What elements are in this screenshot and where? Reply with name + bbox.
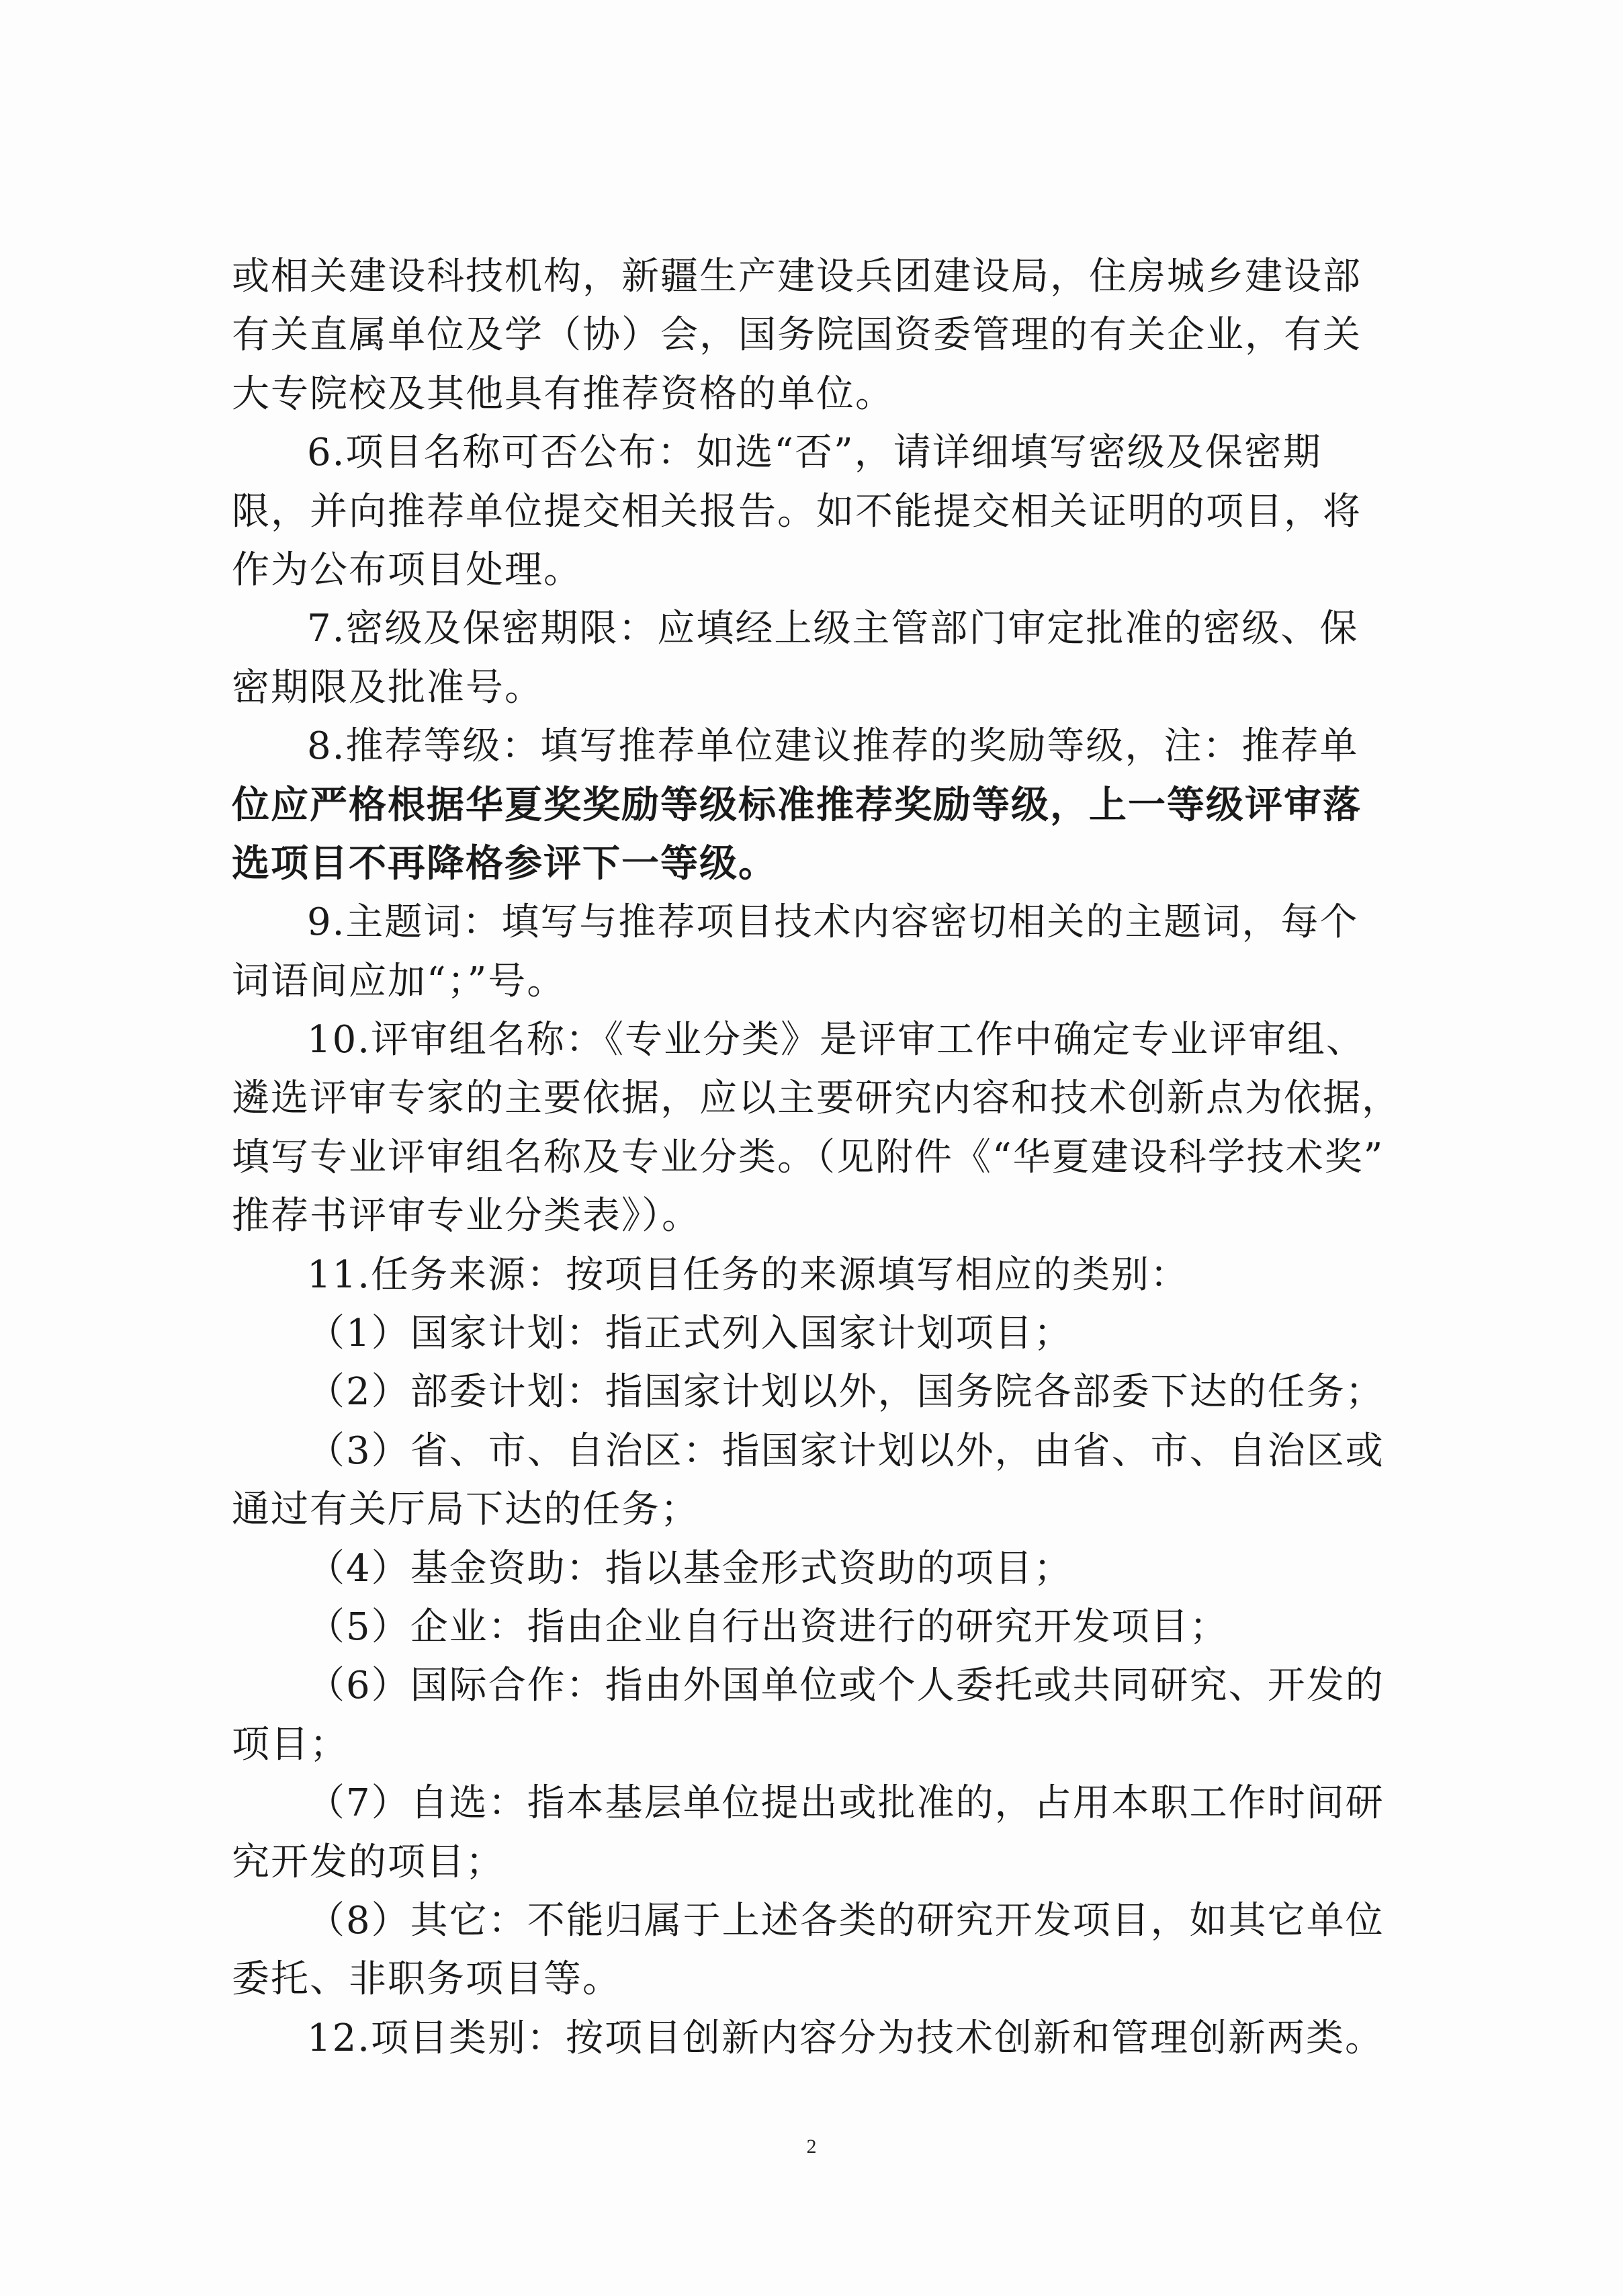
page-number: 2 (806, 2135, 817, 2158)
text-line: 9.主题词：填写与推荐项目技术内容密切相关的主题词，每个 (307, 900, 1359, 945)
text-line: 词语间应加“；”号。 (232, 959, 566, 1003)
text-line: 8.推荐等级：填写推荐单位建议推荐的奖励等级，注：推荐单 (307, 724, 1359, 769)
text-line: 密期限及批准号。 (232, 665, 543, 710)
text-line: 12.项目类别：按项目创新内容分为技术创新和管理创新两类。 (307, 2016, 1385, 2060)
text-line: 究开发的项目； (232, 1840, 505, 1884)
text-line: 大专院校及其他具有推荐资格的单位。 (232, 372, 894, 416)
text-line: （5）企业：指由企业自行出资进行的研究开发项目； (307, 1605, 1229, 1649)
text-line: 委托、非职务项目等。 (232, 1957, 621, 2002)
text-line: 限，并向推荐单位提交相关报告。如不能提交相关证明的项目，将 (232, 489, 1362, 534)
text-line: 位应严格根据华夏奖奖励等级标准推荐奖励等级，上一等级评审落 (232, 782, 1362, 827)
text-line: （6）国际合作：指由外国单位或个人委托或共同研究、开发的 (307, 1664, 1385, 1708)
text-line: （3）省、市、自治区：指国家计划以外，由省、市、自治区或 (307, 1429, 1385, 1473)
text-line: 推荐书评审专业分类表》）。 (232, 1194, 701, 1238)
text-line: （4）基金资助：指以基金形式资助的项目； (307, 1546, 1073, 1590)
text-line: （8）其它：不能归属于上述各类的研究开发项目，如其它单位 (307, 1898, 1385, 1943)
body-text (232, 247, 1414, 2068)
text-line: 作为公布项目处理。 (232, 548, 582, 592)
text-line: 填写专业评审组名称及专业分类。（见附件《“华夏建设科学技术奖” (232, 1135, 1385, 1179)
text-line: 11.任务来源：按项目任务的来源填写相应的类别： (307, 1252, 1190, 1297)
text-line: 或相关建设科技机构，新疆生产建设兵团建设局，住房城乡建设部 (232, 255, 1362, 298)
text-line: 6.项目名称可否公布：如选“否”，请详细填写密级及保密期 (307, 431, 1322, 475)
text-line: （2）部委计划：指国家计划以外，国务院各部委下达的任务； (307, 1370, 1385, 1414)
text-line: 7.密级及保密期限：应填经上级主管部门审定批准的密级、保 (307, 607, 1359, 651)
text-line: 选项目不再降格参评下一等级。 (232, 841, 777, 886)
text-line: 项目； (232, 1722, 349, 1767)
text-line: 遴选评审专家的主要依据，应以主要研究内容和技术创新点为依据， (232, 1076, 1401, 1121)
text-line: 通过有关厅局下达的任务； (232, 1488, 699, 1532)
text-line: 有关直属单位及学（协）会，国务院国资委管理的有关企业，有关 (232, 313, 1362, 357)
text-line: （7）自选：指本基层单位提出或批准的，占用本职工作时间研 (307, 1781, 1385, 1826)
text-line: 10.评审组名称：《专业分类》是评审工作中确定专业评审组、 (307, 1018, 1366, 1062)
text-line: （1）国家计划：指正式列入国家计划项目； (307, 1312, 1073, 1356)
